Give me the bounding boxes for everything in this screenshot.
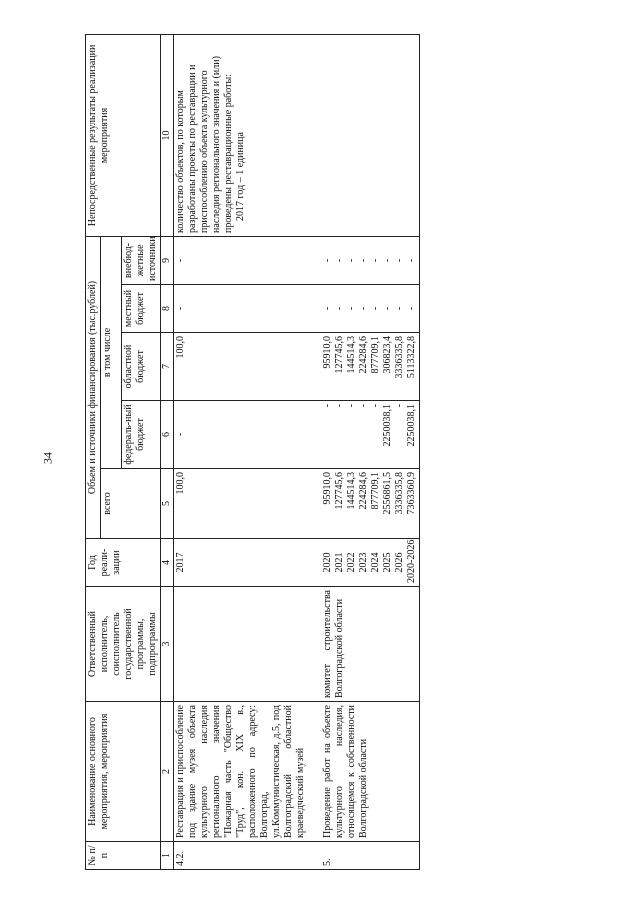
- extra-amount: -: [406, 258, 417, 263]
- federal-list: [308, 401, 420, 469]
- regional-amount: 144514,3: [346, 336, 357, 374]
- regional-amount: 877709,1: [370, 336, 381, 374]
- regional-amount: 95910,0: [322, 336, 333, 369]
- federal-amount: -: [358, 404, 369, 408]
- total-amount: 877709,1: [370, 472, 381, 510]
- regional-list: [308, 333, 420, 401]
- extra-amount: -: [174, 236, 309, 284]
- total-amount: 7363360,9: [406, 472, 417, 515]
- local-amount: -: [370, 306, 381, 311]
- local-amount: -: [322, 306, 333, 311]
- total-amount: 2556861,5: [382, 472, 393, 515]
- header-total: всего: [101, 469, 161, 539]
- result-target: 2017 год – 1 единица: [235, 132, 246, 221]
- extra-amount: -: [394, 258, 405, 263]
- years-list: [308, 539, 420, 587]
- result-cell: [308, 34, 420, 236]
- col-number: 7: [161, 333, 174, 401]
- financing-table: [85, 34, 420, 870]
- total-amount: 144514,3: [346, 472, 357, 510]
- year: 2023: [358, 552, 369, 573]
- extra-amount: -: [370, 258, 381, 263]
- executor: [174, 587, 309, 702]
- local-amount: -: [358, 306, 369, 311]
- extra-amount: -: [322, 258, 333, 263]
- row-number: 5.: [308, 842, 420, 870]
- total-amount: 100,0: [174, 469, 309, 539]
- federal-amount: -: [370, 404, 381, 408]
- col-number: 3: [161, 587, 174, 702]
- total-amount: 95910,0: [322, 472, 333, 505]
- col-number: 2: [161, 702, 174, 842]
- col-number: 4: [161, 539, 174, 587]
- result-text: количество объектов, по которым разработаны проекты по реставрации и приспособлению объекта культурного наследия регионального значения и (или) проведены реставрационные работы:: [175, 56, 234, 233]
- col-number: 10: [161, 34, 174, 236]
- extra-amount: -: [334, 258, 345, 263]
- federal-amount: -: [334, 404, 345, 408]
- local-amount: -: [346, 306, 357, 311]
- header-num: № п/п: [86, 842, 161, 870]
- col-number: 6: [161, 401, 174, 469]
- col-number: 9: [161, 236, 174, 284]
- local-list: [308, 285, 420, 333]
- year: 2021: [334, 552, 345, 573]
- local-amount: -: [174, 285, 309, 333]
- local-amount: -: [394, 306, 405, 311]
- total-amount: 224284,6: [358, 472, 369, 510]
- header-result: Непосредственные результаты реализации мероприятия: [86, 34, 161, 236]
- extra-amount: -: [346, 258, 357, 263]
- regional-amount: 100,0: [174, 333, 309, 401]
- regional-amount: 224284,6: [358, 336, 369, 374]
- year: 2017: [174, 539, 309, 587]
- total-list: [308, 469, 420, 539]
- federal-amount: -: [346, 404, 357, 408]
- rotated-table-area: [85, 35, 615, 870]
- regional-amount: 306823,4: [382, 336, 393, 374]
- regional-amount: 3336335,8: [394, 336, 405, 379]
- year: 2020: [322, 552, 333, 573]
- measure-name: Реставрация и приспособление под здание музея объекта культурного наследия регионального значения "Пожарная часть "Общество "Труд", кон. XIX в., расположенного по адресу: Волгоград, ул.Коммунистическая, д.5, под Волгоградский областной краеведческий музей: [174, 702, 309, 842]
- local-amount: -: [334, 306, 345, 311]
- col-number: 1: [161, 842, 174, 870]
- regional-amount: 5113322,8: [406, 336, 417, 379]
- header-regional: областной бюджет: [122, 333, 161, 401]
- extra-amount: -: [358, 258, 369, 263]
- header-financing: Объем и источники финансирования (тыс.рублей): [86, 236, 101, 538]
- measure-name: Проведение работ на объекте культурного наследия, относящемся к собственности Волгоградской области: [308, 702, 420, 842]
- header-federal: федераль-ный бюджет: [122, 401, 161, 469]
- header-executor: Ответственный исполнитель, соисполнитель государственной программы, подпрограммы: [86, 587, 161, 702]
- federal-amount: 2250038,1: [406, 404, 417, 447]
- header-row-1: [86, 34, 101, 869]
- table-row-4-2: [174, 34, 309, 869]
- local-amount: -: [382, 306, 393, 311]
- year: 2025: [382, 552, 393, 573]
- row-number: 4.2.: [174, 842, 309, 870]
- header-year: Год реали-зации: [86, 539, 161, 587]
- table-row-5: [308, 34, 420, 869]
- header-including: в том числе: [101, 236, 122, 468]
- federal-amount: -: [322, 404, 333, 408]
- extra-amount: -: [382, 258, 393, 263]
- total-amount: 127745,6: [334, 472, 345, 510]
- local-amount: -: [406, 306, 417, 311]
- executor: комитет строительства Волгоградской области: [308, 587, 420, 702]
- header-local: местный бюджет: [122, 285, 161, 333]
- header-extra: внебюд-жетные источники: [122, 236, 161, 284]
- col-number: 5: [161, 469, 174, 539]
- regional-amount: 127745,6: [334, 336, 345, 374]
- extra-list: [308, 236, 420, 284]
- page-number: 34: [40, 452, 55, 464]
- total-amount: 3336335,8: [394, 472, 405, 515]
- header-name: Наименование основного мероприятия, мероприятия: [86, 702, 161, 842]
- federal-amount: 2250038,1: [382, 404, 393, 447]
- result-cell: [174, 34, 309, 236]
- year: 2022: [346, 552, 357, 573]
- federal-amount: -: [394, 404, 405, 408]
- column-number-row: [161, 34, 174, 869]
- year: 2026: [394, 552, 405, 573]
- col-number: 8: [161, 285, 174, 333]
- federal-amount: -: [174, 401, 309, 469]
- year: 2024: [370, 552, 381, 573]
- year: 2020-2026: [406, 539, 417, 583]
